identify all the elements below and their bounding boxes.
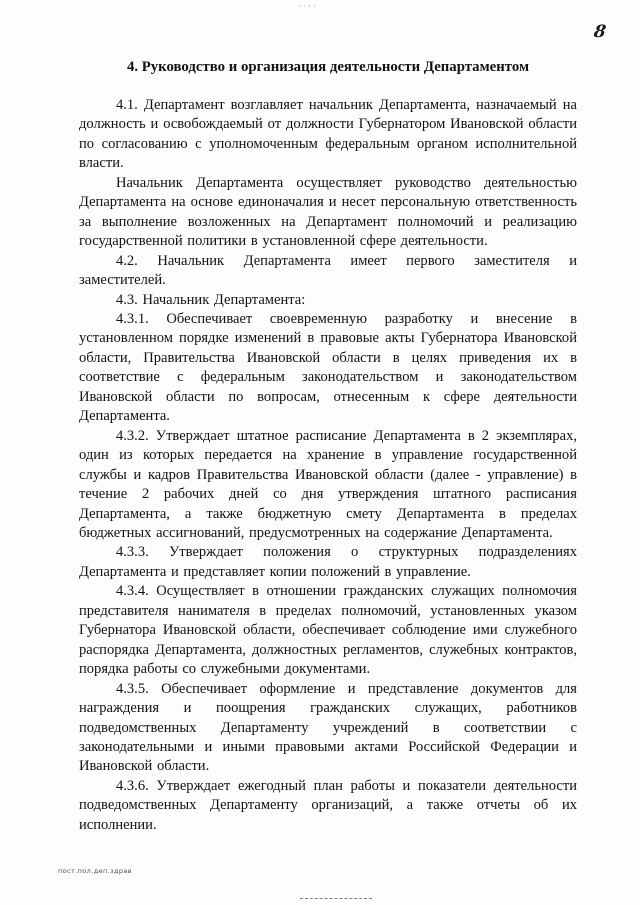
scan-artifact-top: ···· bbox=[298, 1, 318, 11]
paragraph-4-3: 4.3. Начальник Департамента: bbox=[116, 291, 306, 308]
paragraph-4-3-3: 4.3.3. Утверждает положения о структурных подразделениях Департамента и представляет копии положений в управление. bbox=[79, 544, 577, 580]
paragraph-4-2: 4.2. Начальник Департамента имеет первого заместителя и заместителей. bbox=[79, 252, 577, 289]
paragraph-4-3-1: 4.3.1. Обеспечивает своевременную разработку и внесение в установленном порядке изменений в правовые акты Губернатора Ивановской области, Правительства Ивановской области в целях приведения их в соответствие с федеральным законодательством и законодательством Ивановской области по вопросам, отнесенным к сфере деятельности Департамента. bbox=[79, 310, 577, 425]
paragraph-4-3-6: 4.3.6. Утверждает ежегодный план работы и показатели деятельности подведомственных Департаменту организаций, а также отчеты об их исполнении. bbox=[79, 777, 577, 833]
paragraph-4-3-4: 4.3.4. Осуществляет в отношении гражданских служащих полномочия представителя нанимателя в пределах полномочий, установленных указом Губернатора Ивановской области, обеспечивает соблюдение ими служебного распорядка Департамента, должностных регламентов, служебных контрактов, порядка работы со служебными документами. bbox=[79, 583, 577, 678]
paragraph-4-1: 4.1. Департамент возглавляет начальник Департамента, назначаемый на должность и освобождаемый от должности Губернатором Ивановской области по согласованию с уполномоченным федеральным органом исполнительной власти. bbox=[79, 97, 577, 172]
paragraph-4-3-5: 4.3.5. Обеспечивает оформление и представление документов для награждения и поощрения гражданских служащих, работников подведомственных Департаменту учреждений в соответствии с законодательными и иными правовыми актами Российской Федерации и Ивановской области. bbox=[79, 680, 577, 775]
section-title: 4. Руководство и организация деятельности Департаментом bbox=[126, 59, 530, 75]
footer-stamp: пост.пол.деп.здрав bbox=[58, 867, 132, 875]
page-number: 8 bbox=[592, 22, 608, 42]
paragraph-4-3-2: 4.3.2. Утверждает штатное расписание Департамента в 2 экземплярах, один из которых передается на хранение в управление государственной службы и кадров Правительства Ивановской области (далее - управление) в течение 2 рабочих дней со дня утверждения штатного расписания Департамента, а также бюджетную смету Департамента в пределах бюджетных ассигнований, предусмотренных на содержание Департамента. bbox=[79, 427, 577, 541]
scan-artifact-bottom bbox=[300, 898, 372, 899]
paragraph-4-1b: Начальник Департамента осуществляет руководство деятельностью Департамента на основе единоначалия и несет персональную ответственность за выполнение возложенных на Департамент полномочий и реализацию государственной политики в установленной сфере деятельности. bbox=[79, 174, 577, 250]
document-body bbox=[79, 58, 577, 835]
